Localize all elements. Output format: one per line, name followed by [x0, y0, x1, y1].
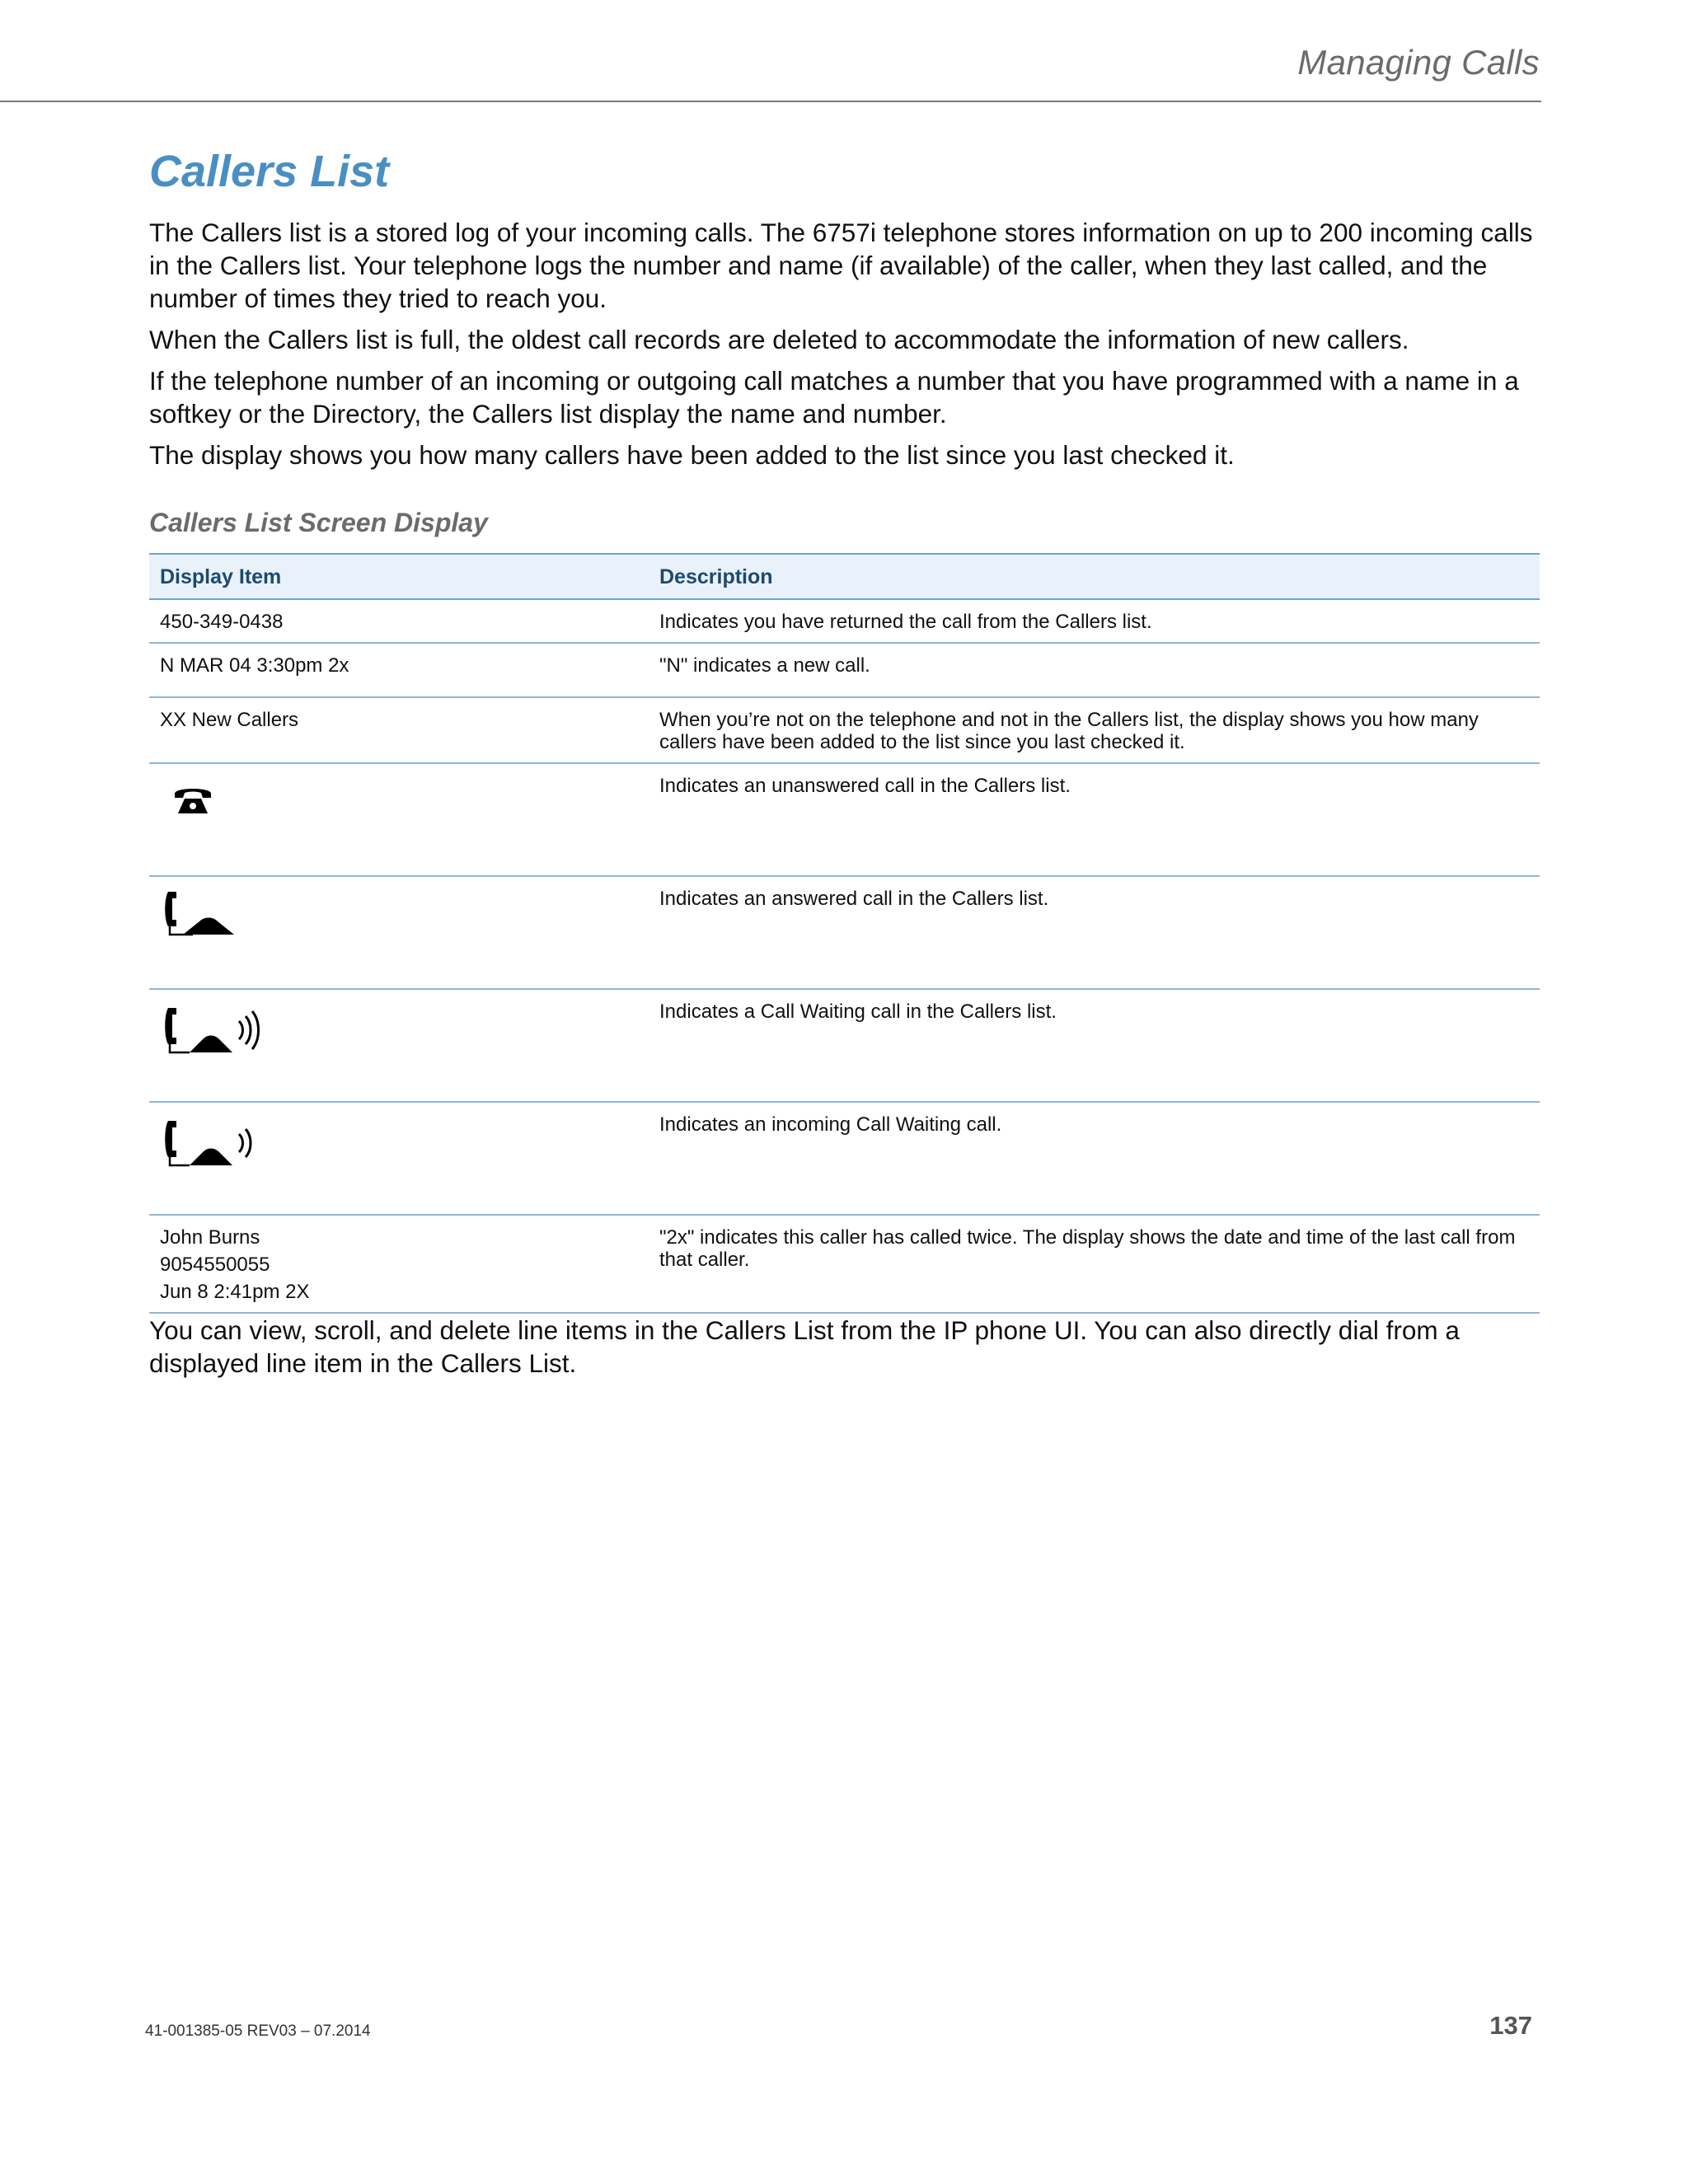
table-row	[149, 697, 1540, 763]
callers-list-table	[149, 553, 1540, 1314]
full-list-paragraph: When the Callers list is full, the oldest call records are deleted to accommodate the information of new callers.	[149, 325, 1409, 354]
description-cell: Indicates an answered call in the Callers list.	[649, 876, 1540, 989]
display-item-cell	[149, 1215, 649, 1313]
description-cell: When you’re not on the telephone and not in the Callers list, the display shows you how many callers have been added to the list since you last checked it.	[649, 697, 1540, 763]
section-title: Callers List	[149, 147, 390, 196]
name-match-paragraph: If the telephone number of an incoming or outgoing call matches a number that you have programmed with a name in a softkey or the Directory, the Callers list display the name and number.	[149, 366, 1519, 429]
caller-last-call: Jun 8 2:41pm 2X	[160, 1281, 310, 1303]
intro-paragraph: The Callers list is a stored log of your incoming calls. The 6757i telephone stores information on up to 200 incoming calls in the Callers list. Your telephone logs the number and name (if available) of the caller, when they last called, and the number of times they tried to reach you.	[149, 218, 1533, 313]
table-row	[149, 876, 1540, 989]
table-row	[149, 643, 1540, 697]
description-cell: "N" indicates a new call.	[649, 643, 1540, 697]
incoming-call-waiting-icon	[160, 1114, 267, 1177]
display-item-cell: 450-349-0438	[149, 599, 649, 643]
column-header-description: Description	[649, 554, 1540, 599]
closing-paragraph: You can view, scroll, and delete line items in the Callers List from the IP phone UI. You can also directly dial from a displayed line item in the Callers List.	[149, 1315, 1460, 1378]
column-header-display-item: Display Item	[149, 554, 649, 599]
display-item-cell	[149, 763, 649, 876]
table-row	[149, 1102, 1540, 1215]
new-callers-paragraph: The display shows you how many callers have been added to the list since you last checked it.	[149, 440, 1235, 470]
caller-number: 9054550055	[160, 1254, 270, 1276]
unanswered-call-icon	[160, 776, 226, 833]
description-cell: "2x" indicates this caller has called twice. The display shows the date and time of the last call from that caller.	[649, 1215, 1540, 1313]
call-waiting-call-icon	[160, 1001, 275, 1064]
display-item-cell	[149, 989, 649, 1102]
table-header-row	[149, 554, 1540, 599]
display-item-cell: XX New Callers	[149, 697, 649, 763]
table-row	[149, 599, 1540, 643]
display-item-cell: N MAR 04 3:30pm 2x	[149, 643, 649, 697]
page-number: 137	[1489, 2011, 1532, 2040]
running-header: Managing Calls	[1297, 43, 1540, 82]
page-content	[149, 142, 1540, 1388]
description-cell: Indicates you have returned the call from the Callers list.	[649, 599, 1540, 643]
table-caption: Callers List Screen Display	[149, 508, 488, 537]
description-cell: Indicates a Call Waiting call in the Callers list.	[649, 989, 1540, 1102]
answered-call-icon	[160, 888, 251, 951]
header-rule	[0, 101, 1541, 102]
caller-name: John Burns	[160, 1226, 260, 1249]
document-id: 41-001385-05 REV03 – 07.2014	[145, 2022, 371, 2040]
display-item-cell	[149, 876, 649, 989]
table-row	[149, 1215, 1540, 1313]
description-cell: Indicates an unanswered call in the Callers list.	[649, 763, 1540, 876]
table-row	[149, 763, 1540, 876]
table-row	[149, 989, 1540, 1102]
description-cell: Indicates an incoming Call Waiting call.	[649, 1102, 1540, 1215]
display-item-cell	[149, 1102, 649, 1215]
